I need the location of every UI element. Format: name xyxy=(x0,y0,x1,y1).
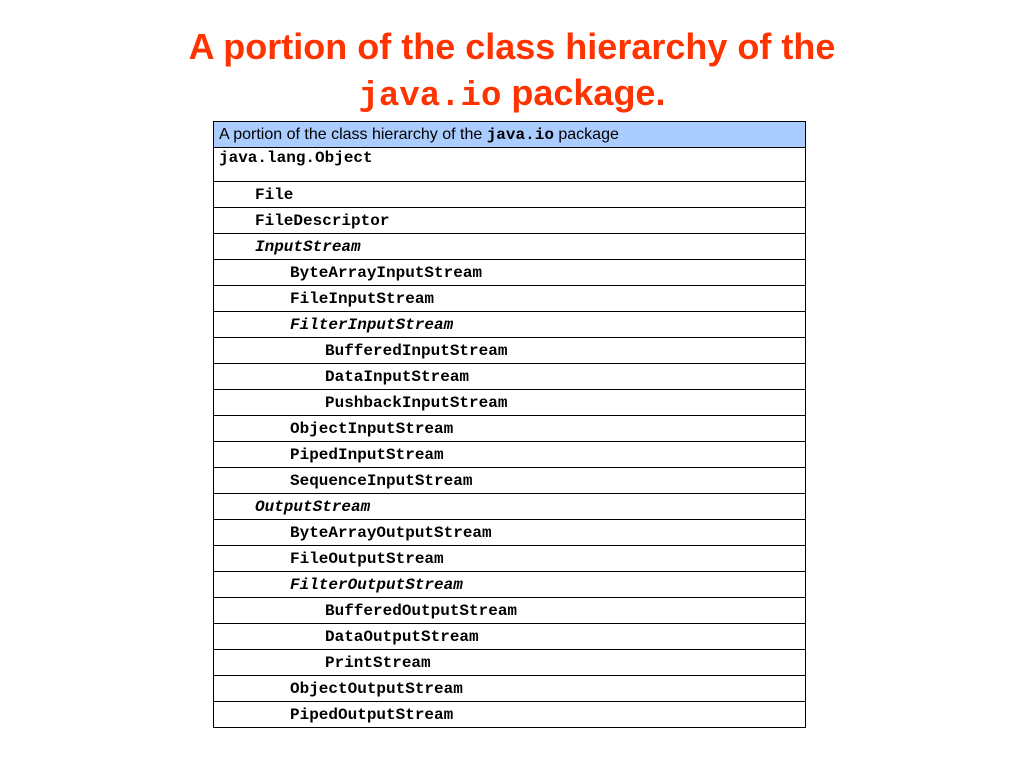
class-hierarchy-table xyxy=(213,121,806,728)
class-name-cell: PushbackInputStream xyxy=(214,390,806,416)
table-row xyxy=(214,182,806,208)
class-name-cell: File xyxy=(214,182,806,208)
table-row xyxy=(214,260,806,286)
class-name-cell: SequenceInputStream xyxy=(214,468,806,494)
slide-title xyxy=(0,24,1024,120)
slide-title-code: java.io xyxy=(358,78,502,116)
table-header-suffix: package xyxy=(553,125,619,143)
table-row xyxy=(214,468,806,494)
slide-title-rest: package. xyxy=(501,72,666,113)
class-name-cell: FilterOutputStream xyxy=(214,572,806,598)
class-name-cell: ByteArrayInputStream xyxy=(214,260,806,286)
table-row xyxy=(214,494,806,520)
class-name-cell: BufferedInputStream xyxy=(214,338,806,364)
table-row xyxy=(214,312,806,338)
class-name-cell: DataInputStream xyxy=(214,364,806,390)
table-row xyxy=(214,416,806,442)
class-name-cell: FileOutputStream xyxy=(214,546,806,572)
class-name-cell: PipedOutputStream xyxy=(214,702,806,728)
table-row xyxy=(214,598,806,624)
table-row xyxy=(214,338,806,364)
table-header-code: java.io xyxy=(486,125,554,144)
table-row xyxy=(214,364,806,390)
class-name-cell: PrintStream xyxy=(214,650,806,676)
table-row xyxy=(214,390,806,416)
root-class-cell: java.lang.Object xyxy=(214,148,806,182)
table-row xyxy=(214,208,806,234)
table-row xyxy=(214,650,806,676)
table-row-root xyxy=(214,148,806,182)
table-row xyxy=(214,676,806,702)
table-header-text: A portion of the class hierarchy of the xyxy=(219,125,487,143)
table-row xyxy=(214,286,806,312)
table-row xyxy=(214,572,806,598)
table-row xyxy=(214,234,806,260)
table-row xyxy=(214,624,806,650)
slide-title-line1: A portion of the class hierarchy of the xyxy=(188,26,836,67)
table-header-row xyxy=(214,122,806,148)
class-name-cell: FilterInputStream xyxy=(214,312,806,338)
class-name-cell: FileDescriptor xyxy=(214,208,806,234)
table-row xyxy=(214,702,806,728)
class-name-cell: InputStream xyxy=(214,234,806,260)
table-row xyxy=(214,520,806,546)
class-name-cell: ByteArrayOutputStream xyxy=(214,520,806,546)
class-name-cell: FileInputStream xyxy=(214,286,806,312)
class-name-cell: BufferedOutputStream xyxy=(214,598,806,624)
table-row xyxy=(214,546,806,572)
class-name-cell: ObjectOutputStream xyxy=(214,676,806,702)
class-name-cell: ObjectInputStream xyxy=(214,416,806,442)
class-name-cell: PipedInputStream xyxy=(214,442,806,468)
table-header-cell xyxy=(214,122,806,148)
class-name-cell: DataOutputStream xyxy=(214,624,806,650)
class-name-cell: OutputStream xyxy=(214,494,806,520)
slide-title-line2 xyxy=(0,70,1024,120)
table-row xyxy=(214,442,806,468)
